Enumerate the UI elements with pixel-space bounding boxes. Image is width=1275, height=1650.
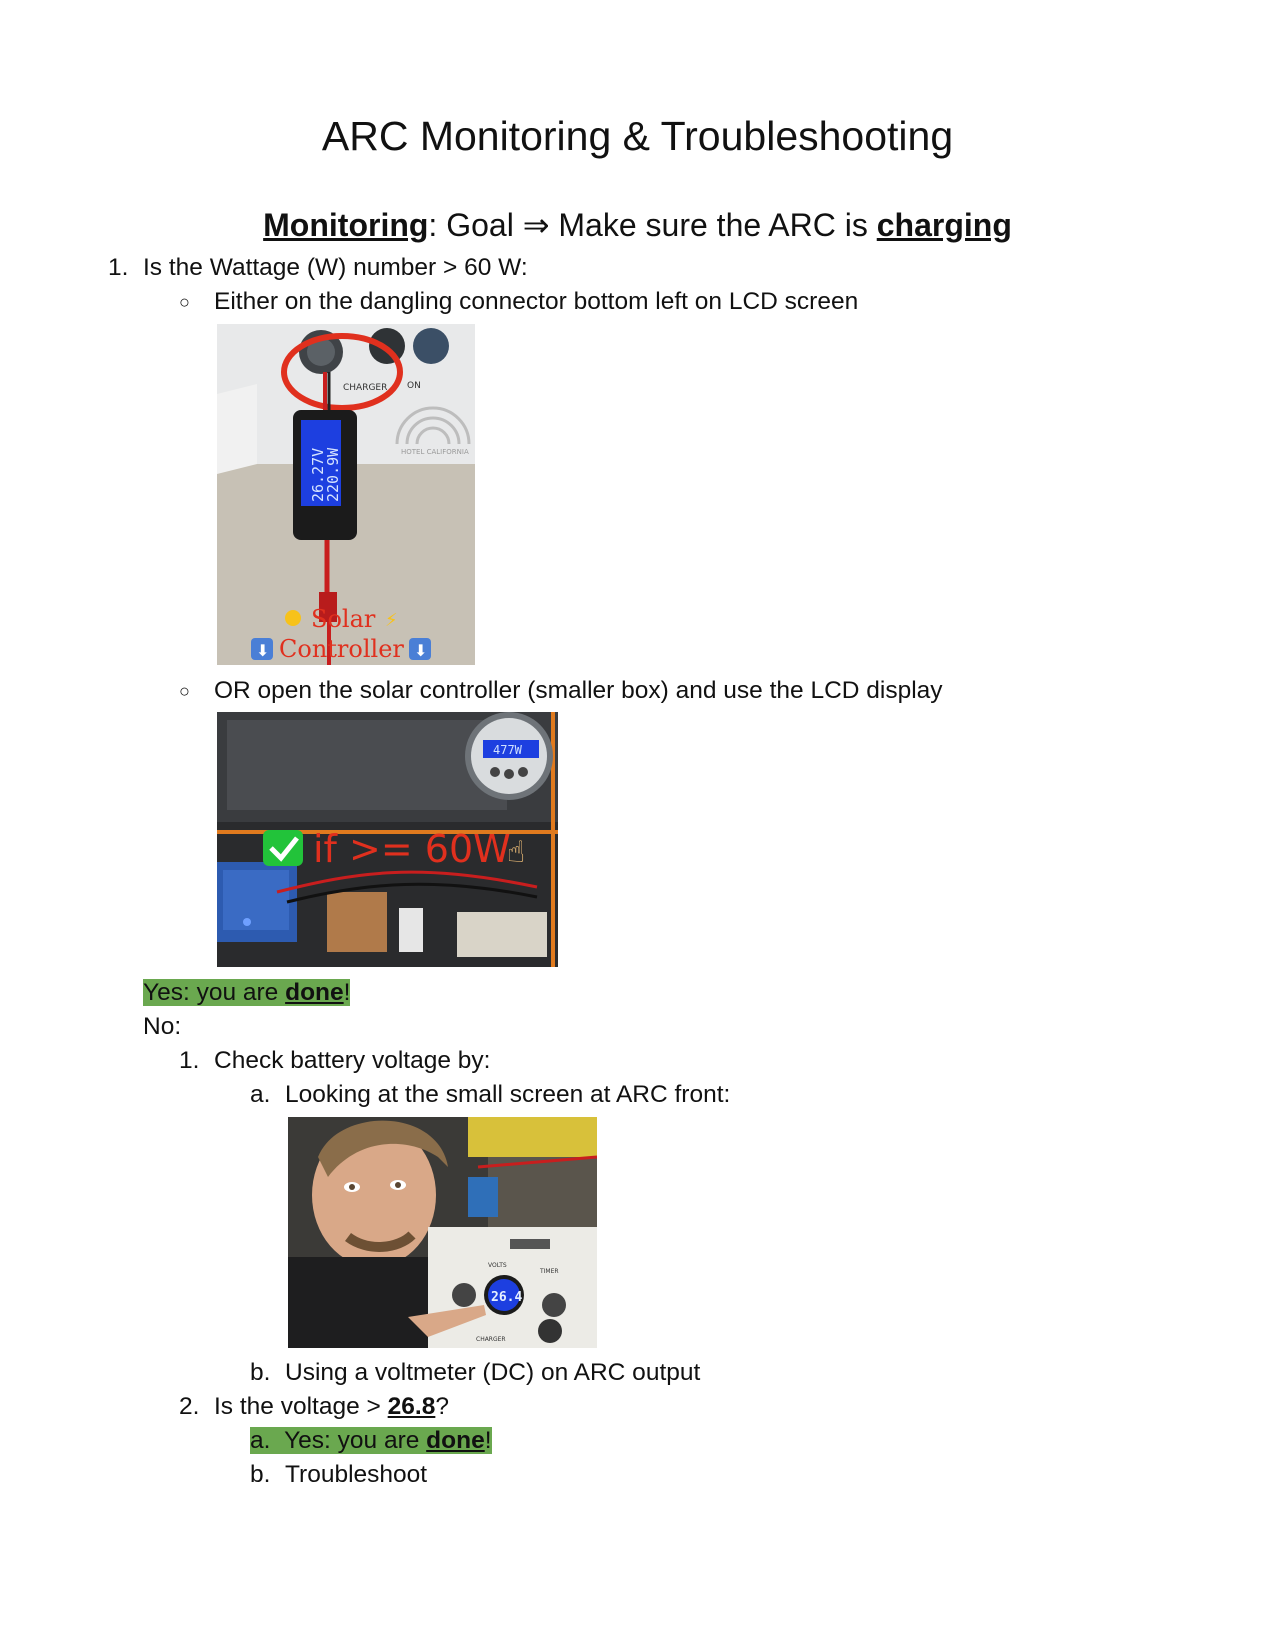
section-heading-goal: Goal ⇒ Make sure the ARC is <box>437 207 877 243</box>
volts-label: VOLTS <box>488 1262 507 1269</box>
sub-step-2-suffix: ? <box>435 1393 449 1420</box>
page-title: ARC Monitoring & Troubleshooting <box>321 113 954 159</box>
yes-done-highlight <box>143 979 350 1006</box>
photo-dangling-connector <box>217 324 475 665</box>
controller-display-value: 477W <box>493 743 522 757</box>
sub-step-2-number: 2. <box>179 1393 200 1420</box>
bullet-icon: ○ <box>179 681 190 701</box>
step-1-question: Is the Wattage (W) number > 60 W: <box>143 254 528 281</box>
voltage-threshold: 26.8 <box>387 1393 436 1420</box>
section-heading-label: Monitoring <box>263 207 429 243</box>
sub-step-2a-bold: done <box>426 1427 485 1454</box>
sub-step-2-text <box>214 1391 449 1423</box>
sub-step-2a-prefix: Yes: you are <box>284 1427 427 1454</box>
yes-done-bold: done <box>285 979 344 1006</box>
photo-solar-controller <box>217 712 558 967</box>
sub-step-2a-letter: a. <box>250 1427 271 1454</box>
sub-step-1-number: 1. <box>179 1047 200 1074</box>
svg-text:⚡: ⚡ <box>385 610 398 631</box>
svg-text:⬇: ⬇ <box>256 641 270 660</box>
bullet-icon: ○ <box>179 292 190 312</box>
section-heading-colon: : <box>428 207 438 243</box>
yes-prefix: Yes: you are <box>143 979 286 1006</box>
on-label: ON <box>407 381 421 391</box>
svg-text:⬇: ⬇ <box>414 641 428 660</box>
sub-step-1a-text: Looking at the small screen at ARC front: <box>285 1081 731 1108</box>
step-1-number: 1. <box>108 254 129 281</box>
svg-text:☝: ☝ <box>507 835 526 870</box>
step-1 <box>108 252 128 284</box>
photo-arc-front-screen <box>288 1117 597 1348</box>
yes-done-line <box>143 977 350 1009</box>
section-heading <box>0 204 1275 246</box>
sub-step-2a-suffix: ! <box>484 1427 492 1454</box>
meter-value: 26.4 <box>491 1290 523 1305</box>
sub-step-2-prefix: Is the voltage > <box>214 1393 388 1420</box>
option-1-text: Either on the dangling connector bottom left on LCD screen <box>214 288 859 315</box>
timer-label: TIMER <box>540 1268 559 1275</box>
yes-suffix: ! <box>343 979 351 1006</box>
sub-step-2a <box>250 1425 492 1457</box>
logo-text: HOTEL CALIFORNIA <box>401 448 469 456</box>
lcd-watts: 220.9W <box>324 447 342 502</box>
no-label: No: <box>143 1013 182 1040</box>
charger-label: CHARGER <box>476 1336 506 1343</box>
sub-step-1b-letter: b. <box>250 1359 271 1386</box>
sub-step-1a-letter: a. <box>250 1081 271 1108</box>
option-2-text: OR open the solar controller (smaller box) and use the LCD display <box>214 677 943 704</box>
sub-step-1b-text: Using a voltmeter (DC) on ARC output <box>285 1359 701 1386</box>
annotation-threshold: if >= 60W <box>313 827 511 871</box>
sub-step-1-text: Check battery voltage by: <box>214 1047 491 1074</box>
caption-solar: Solar <box>311 605 376 633</box>
caption-controller: Controller <box>279 635 404 663</box>
section-heading-emphasis: charging <box>876 207 1012 243</box>
sub-step-2b-text: Troubleshoot <box>285 1461 428 1488</box>
charger-label: CHARGER <box>343 383 388 393</box>
sub-step-2a-highlight <box>250 1427 492 1454</box>
lcd-volts: 26.27V <box>309 447 327 502</box>
sub-step-2b-letter: b. <box>250 1461 271 1488</box>
